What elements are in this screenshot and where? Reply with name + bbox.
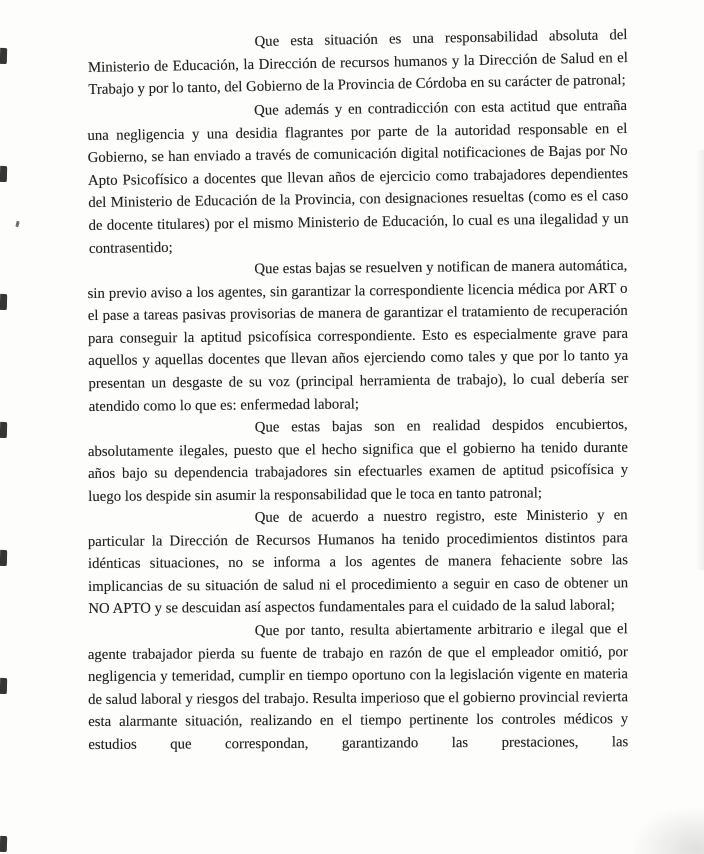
paragraph: Que esta situación es una responsabilidad absoluta del Ministerio de Educación, la Dirección de recursos humanos y la Dirección de Salud en el Trabajo y por lo tanto, del Gobierno de la Provincia de Córdoba en su carácter de patronal; [87,27,629,99]
scan-edge-mark [0,166,7,182]
scan-edge-mark [0,294,7,310]
paragraph: Que estas bajas son en realidad despidos encubiertos, absolutamente ilegales, puesto que el hecho significa que el gobierno ha tenido durante años bajo su dependencia trabajadores sin efectuarles examen de aptitud psicofísica y luego los despide sin asumir la responsabilidad que le toca en tanto patronal; [87,416,629,505]
paragraph: Que estas bajas se resuelven y notifican de manera automática, sin previo aviso a los agentes, sin garantizar la correspondiente licencia médica por ART o el pase a tareas pasivas provisorias de manera de garantizar el tratamiento de recuperación para conseguir la aptitud psicofísica correspondiente. Esto es especialmente grave para aquellos y aquellas docentes que llevan años ejerciendo como tales y que por lo tanto ya presentan un desgaste de su voz (principal herramienta de trabajo), lo cual debería ser atendido como lo que es: enfermedad laboral; [87,257,629,415]
paragraph: Que de acuerdo a nuestro registro, este Ministerio y en particular la Dirección de Recursos Humanos ha tenido procedimientos distintos para idénticas situaciones, no se informa a los agentes de manera fehaciente sobre las implicancias de su situación de salud ni el procedimiento a seguir en caso de obtener un NO APTO y se descuidan así aspectos fundamentales para el cuidado de la salud laboral; [87,507,629,618]
scan-right-edge-smudge [696,150,704,570]
scan-edge-mark [0,550,7,566]
scan-corner-smudge [634,808,704,854]
scan-edge-mark [0,422,7,438]
scan-edge-mark [0,836,7,852]
paragraph: Que por tanto, resulta abiertamente arbitrario e ilegal que el agente trabajador pierda su fuente de trabajo en razón de que el empleador omitió, por negligencia y temeridad, cumplir en tiempo oportuno con la legislación vigente en materia de salud laboral y riesgos del trabajo. Resulta imperioso que el gobierno provincial revierta esta alarmante situación, realizando en el tiempo pertinente los controles médicos y estudios que correspondan, garantizando las prestaciones, las [87,621,629,754]
scan-edge-mark [0,48,7,64]
scan-speck [15,221,19,228]
scan-edge-mark [0,678,7,694]
paragraph: Que además y en contradicción con esta actitud que entraña una negligencia y una desidia flagrantes por parte de la autoridad responsable en el Gobierno, se han enviado a través de comunicación digital notificaciones de Bajas por No Apto Psicofísico a docentes que llevan años de ejercicio como trabajadores dependientes del Ministerio de Educación de la Provincia, con designaciones resueltas (como es el caso de docente titulares) por el mismo Ministerio de Educación, lo cual es una ilegalidad y un contrasentido; [87,97,629,257]
document-text [87,27,629,757]
